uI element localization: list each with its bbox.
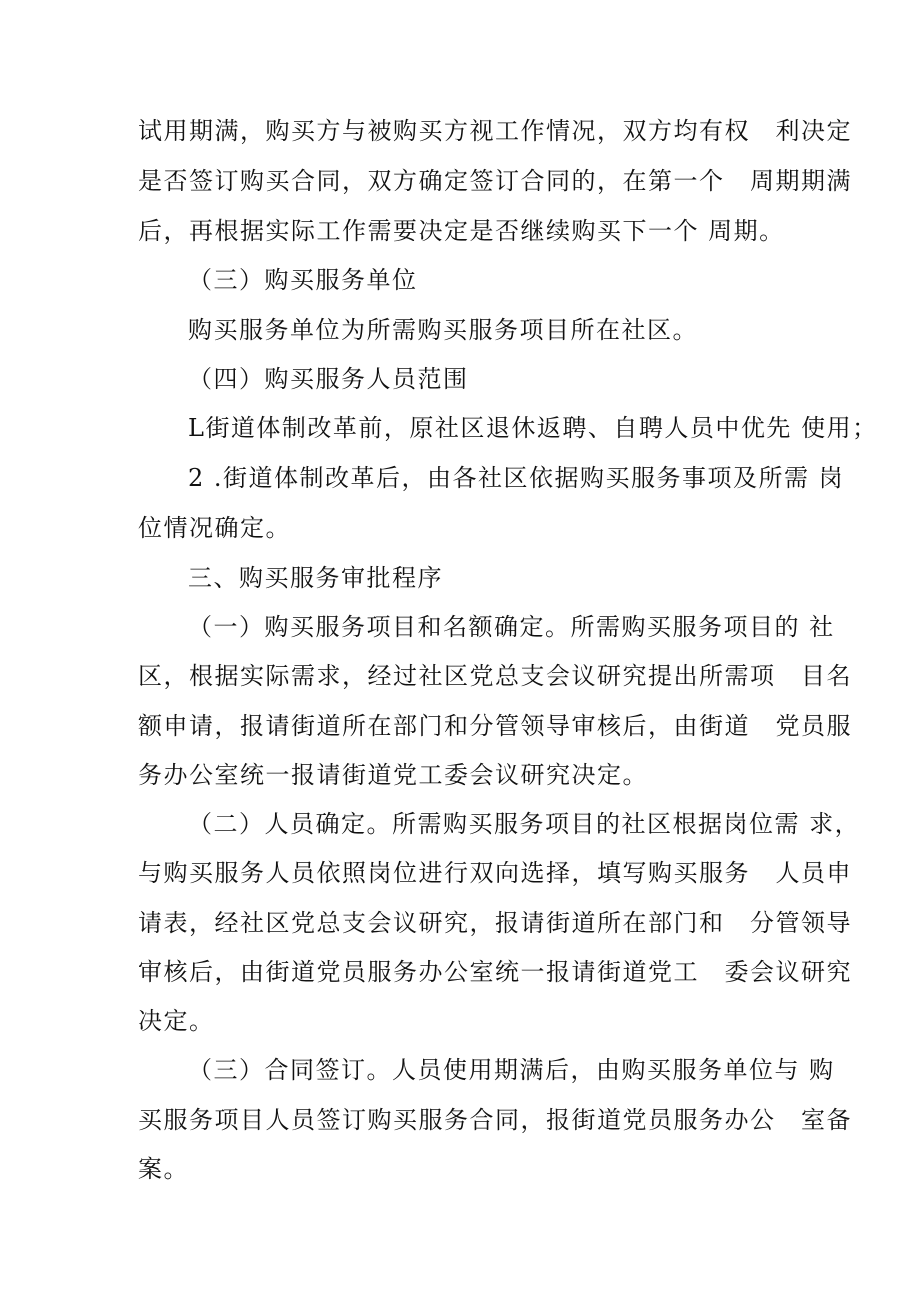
text-line: 额申请，报请街道所在部门和分管领导审核后，由街道 党员服 bbox=[138, 712, 852, 740]
section-heading: （三）购买服务单位 bbox=[188, 266, 418, 294]
text-line: 位情况确定。 bbox=[138, 514, 291, 542]
text-line: 请表，经社区党总支会议研究，报请街道所在部门和 分管领导 bbox=[138, 909, 852, 937]
text-line: 试用期满，购买方与被购买方视工作情况，双方均有权 利决定 bbox=[138, 117, 852, 145]
text-line: 后，再根据实际工作需要决定是否继续购买下一个 周期。 bbox=[138, 217, 785, 245]
text-line: 区，根据实际需求，经过社区党总支会议研究提出所需项 目名 bbox=[138, 662, 852, 690]
section-heading: （四）购买服务人员范围 bbox=[188, 365, 469, 393]
text-line: 是否签订购买合同，双方确定签订合同的，在第一个 周期期满 bbox=[138, 167, 852, 195]
text-line: 审核后，由街道党员服务办公室统一报请街道党工 委会议研究 bbox=[138, 958, 852, 986]
section-heading: 三、购买服务审批程序 bbox=[188, 564, 443, 592]
text-line: 与购买服务人员依照岗位进行双向选择，填写购买服务 人员申 bbox=[138, 859, 852, 887]
text-line: （一）购买服务项目和名额确定。所需购买服务项目的 社 bbox=[188, 613, 835, 641]
text-line: 案。 bbox=[138, 1155, 189, 1183]
text-line: （二）人员确定。所需购买服务项目的社区根据岗位需 求， bbox=[188, 810, 861, 838]
text-line: 2 .街道体制改革后，由各社区依据购买服务事项及所需 岗 bbox=[188, 464, 845, 492]
text-line: （三）合同签订。人员使用期满后，由购买服务单位与 购 bbox=[188, 1056, 835, 1084]
text-line: L街道体制改革前，原社区退休返聘、自聘人员中优先 使用； bbox=[188, 414, 878, 442]
text-line: 购买服务单位为所需购买服务项目所在社区。 bbox=[188, 316, 698, 344]
text-line: 务办公室统一报请街道党工委会议研究决定。 bbox=[138, 761, 648, 789]
text-line: 买服务项目人员签订购买服务合同，报街道党员服务办公 室备 bbox=[138, 1106, 852, 1134]
text-line: 决定。 bbox=[138, 1007, 215, 1035]
